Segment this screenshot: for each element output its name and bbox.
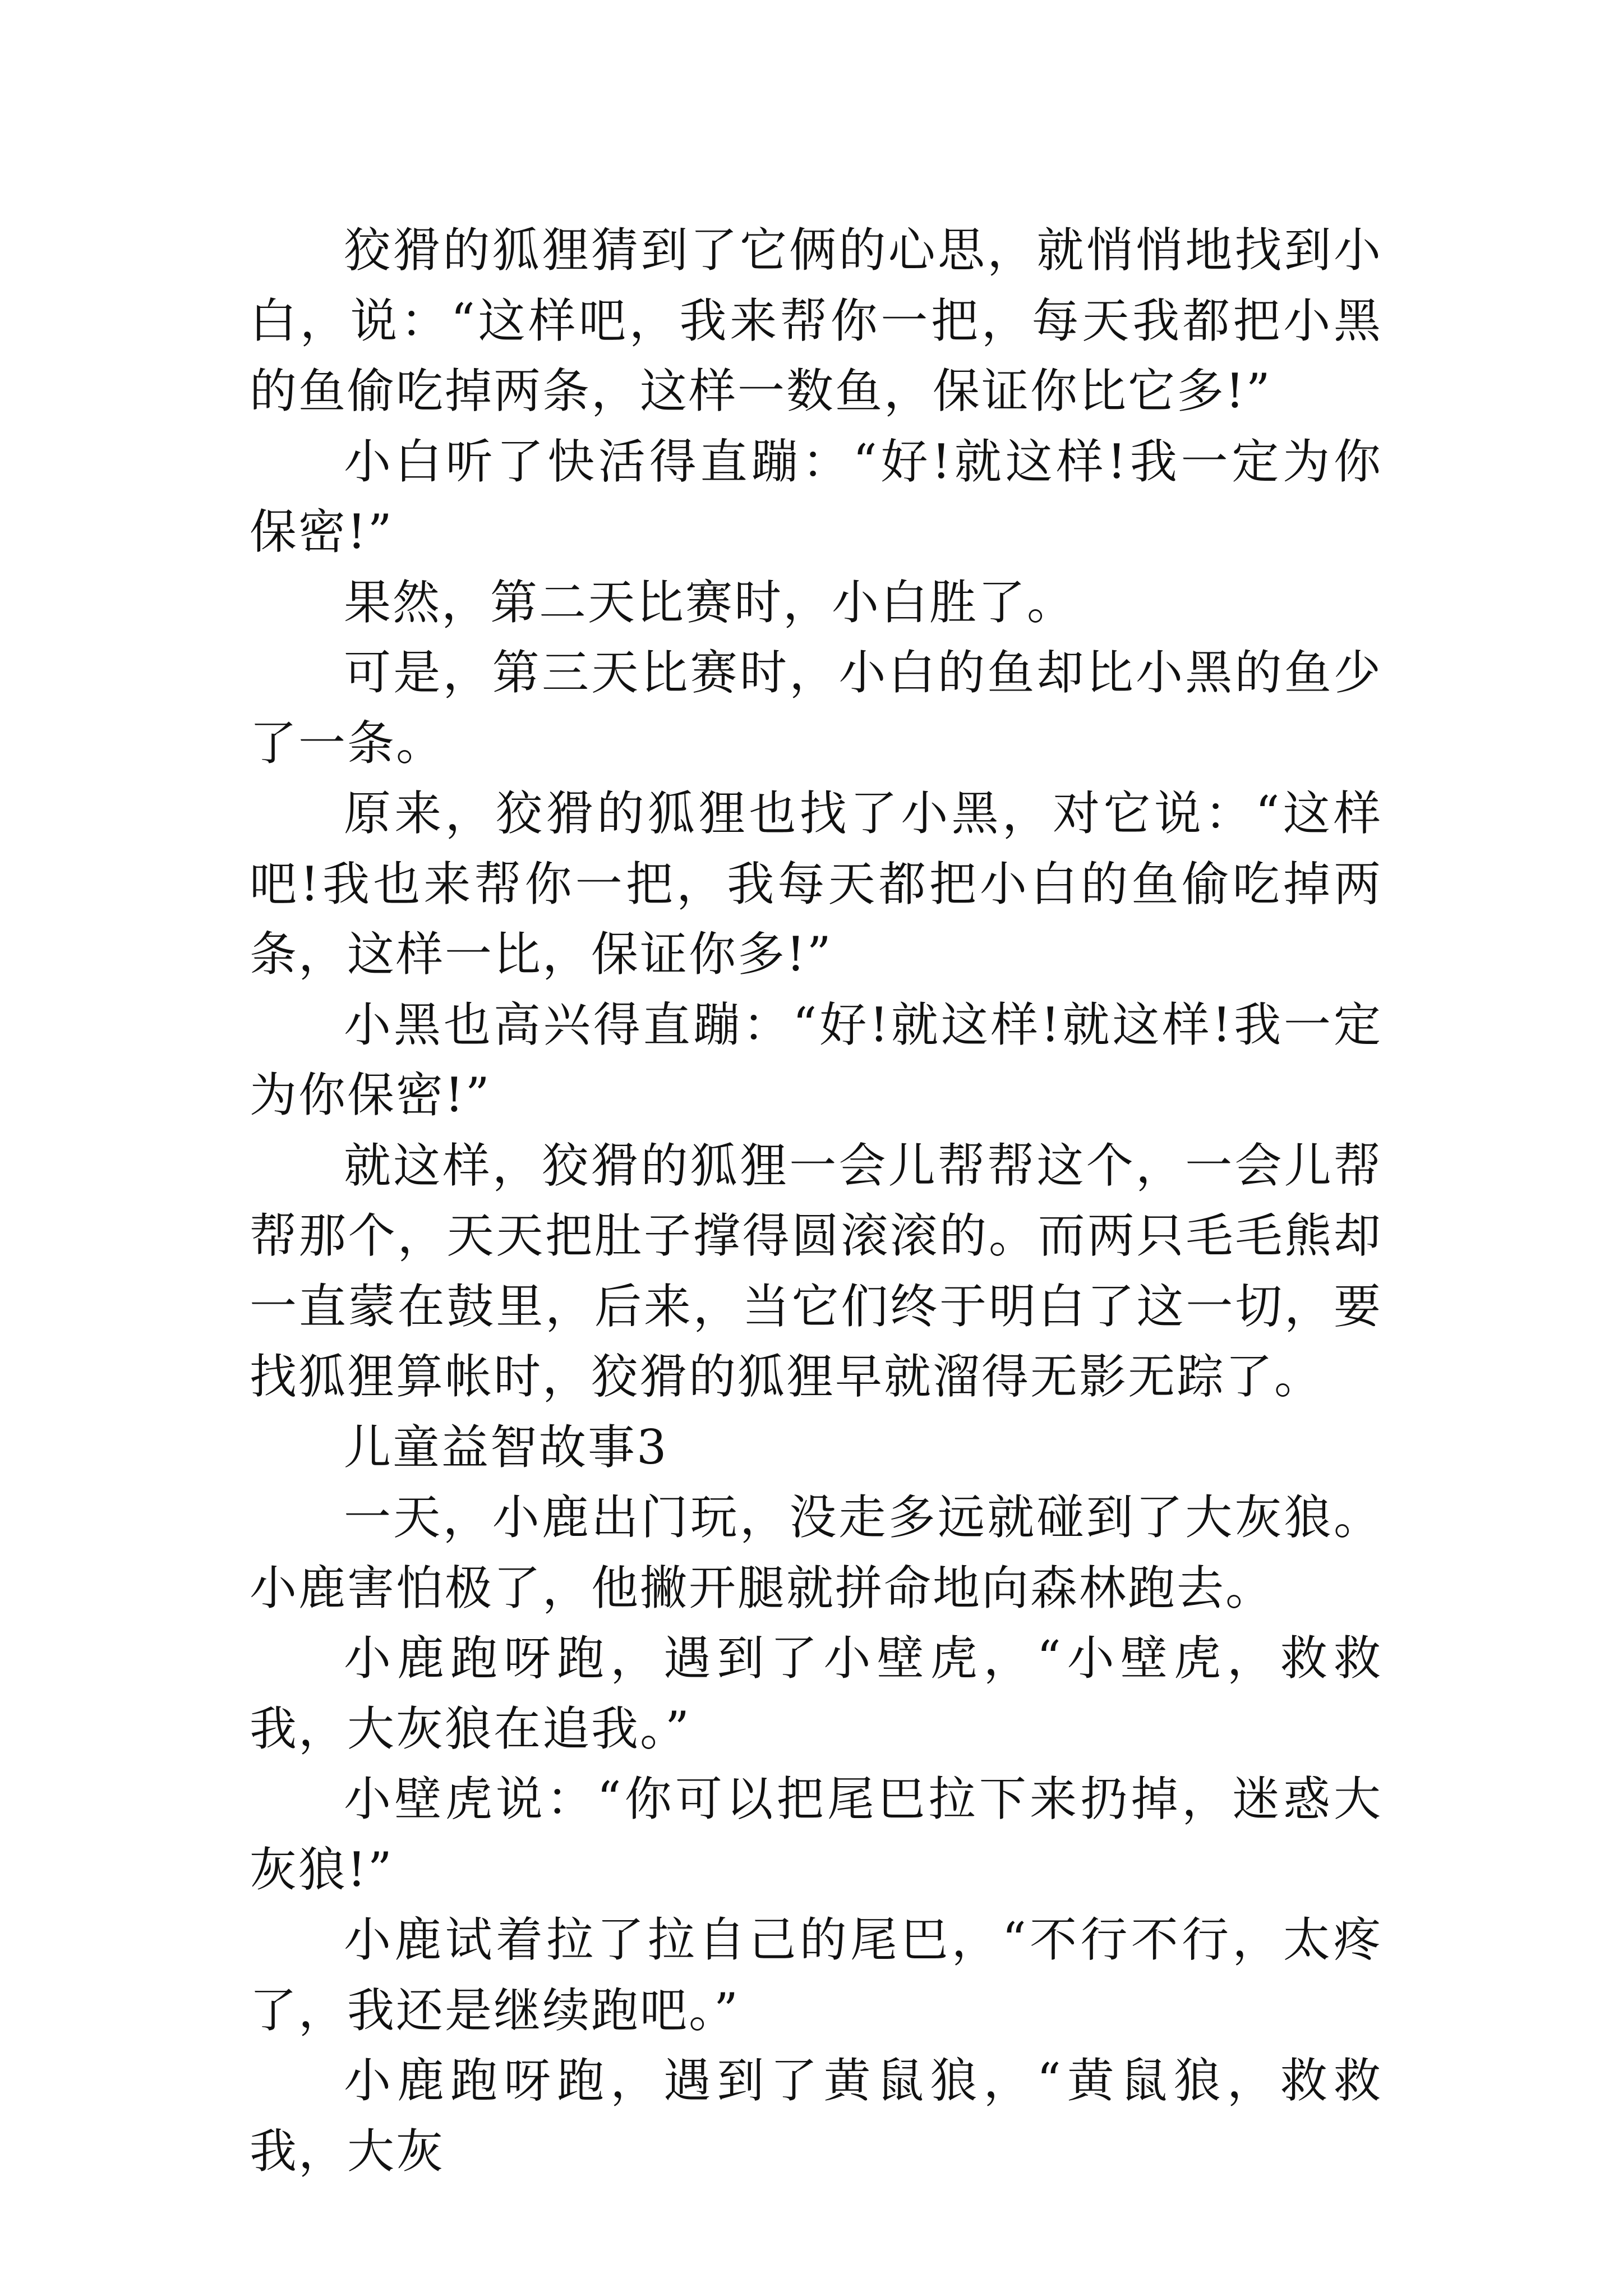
paragraph: 小鹿试着拉了拉自己的尾巴，“不行不行，太疼了，我还是继续跑吧。” xyxy=(250,1912,1382,2038)
paragraph: 小白听了快活得直蹦：“好!就这样!我一定为你保密!” xyxy=(250,434,1382,559)
paragraph: 小鹿跑呀跑，遇到了小壁虎，“小壁虎，救救我，大灰狼在追我。” xyxy=(250,1631,1382,1756)
story-heading: 儿童益智故事3 xyxy=(344,1419,668,1475)
paragraph: 就这样，狡猾的狐狸一会儿帮帮这个，一会儿帮帮那个，天天把肚子撑得圆滚滚的。而两只毛毛熊却一直蒙在鼓里，后来，当它们终于明白了这一切，要找狐狸算帐时，狡猾的狐狸早就溜得无影无踪了。 xyxy=(250,1138,1382,1404)
paragraph: 小鹿跑呀跑，遇到了黄鼠狼，“黄鼠狼，救救我，大灰 xyxy=(250,2053,1382,2179)
paragraph: 狡猾的狐狸猜到了它俩的心思，就悄悄地找到小白，说：“这样吧，我来帮你一把，每天我都把小黑的鱼偷吃掉两条，这样一数鱼，保证你比它多!” xyxy=(250,223,1382,418)
paragraph: 小壁虎说：“你可以把尾巴拉下来扔掉，迷惑大灰狼!” xyxy=(250,1772,1382,1897)
paragraph: 可是，第三天比赛时，小白的鱼却比小黑的鱼少了一条。 xyxy=(250,645,1382,771)
paragraph: 小黑也高兴得直蹦：“好!就这样!就这样!我一定为你保密!” xyxy=(250,997,1382,1122)
story-text xyxy=(250,215,1382,2187)
paragraph: 一天，小鹿出门玩，没走多远就碰到了大灰狼。小鹿害怕极了，他撇开腿就拼命地向森林跑去。 xyxy=(250,1490,1382,1616)
paragraph: 原来，狡猾的狐狸也找了小黑，对它说：“这样吧!我也来帮你一把，我每天都把小白的鱼偷吃掉两条，这样一比，保证你多!” xyxy=(250,786,1382,982)
paragraph: 果然，第二天比赛时，小白胜了。 xyxy=(344,574,1076,630)
